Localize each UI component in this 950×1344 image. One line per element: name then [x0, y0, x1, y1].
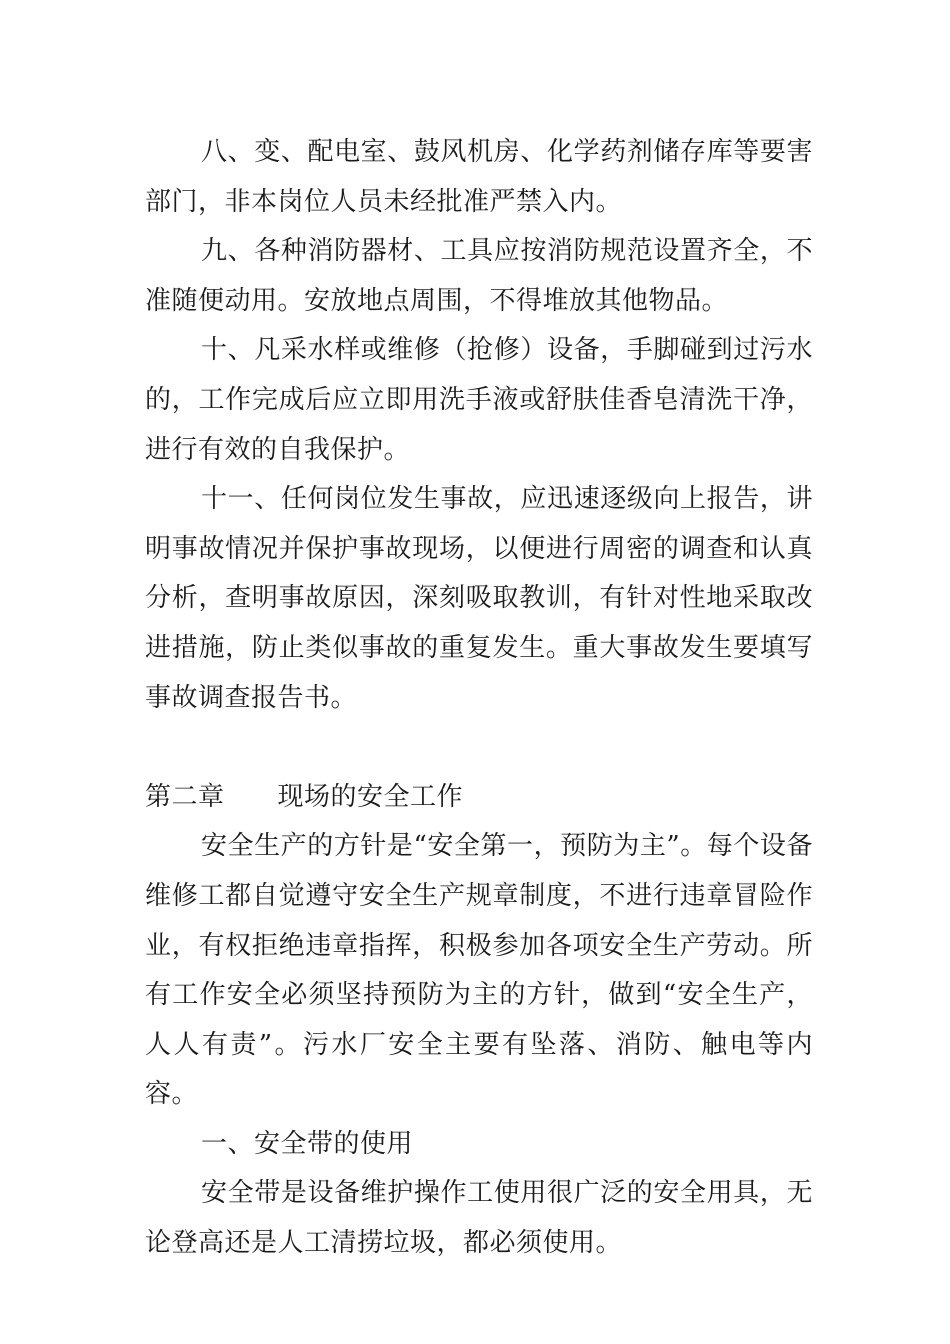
paragraph-item-10: 十、凡采水样或维修（抢修）设备，手脚碰到过污水的，工作完成后应立即用洗手液或舒肤佳香皂清洗干净，进行有效的自我保护。 — [145, 335, 813, 465]
paragraph-item-8: 八、变、配电室、鼓风机房、化学药剂储存库等要害部门，非本岗位人员未经批准严禁入内。 — [145, 137, 813, 217]
section-body-paragraph: 安全带是设备维护操作工使用很广泛的安全用具，无论登高还是人工清捞垃圾，都必须使用。 — [145, 1178, 813, 1259]
section-heading: 一、安全带的使用 — [201, 1128, 414, 1159]
document-body — [145, 128, 813, 1269]
chapter-heading: 第二章 现场的安全工作 — [145, 781, 464, 812]
paragraph-item-11: 十一、任何岗位发生事故，应迅速逐级向上报告，讲明事故情况并保护事故现场，以便进行周密的调查和认真分析，查明事故原因，深刻吸取教训，有针对性地采取改进措施，防止类似事故的重复发生。重大事故发生要填写事故调查报告书。 — [145, 484, 813, 713]
chapter-intro-paragraph: 安全生产的方针是“安全第一，预防为主”。每个设备维修工都自觉遵守安全生产规章制度，不进行违章冒险作业，有权拒绝违章指挥，积极参加各项安全生产劳动。所有工作安全必须坚持预防为主的方针，做到“安全生产，人人有责”。污水厂安全主要有坠落、消防、触电等内容。 — [145, 831, 813, 1110]
paragraph-item-9: 九、各种消防器材、工具应按消防规范设置齐全，不准随便动用。安放地点周围，不得堆放其他物品。 — [145, 236, 813, 316]
